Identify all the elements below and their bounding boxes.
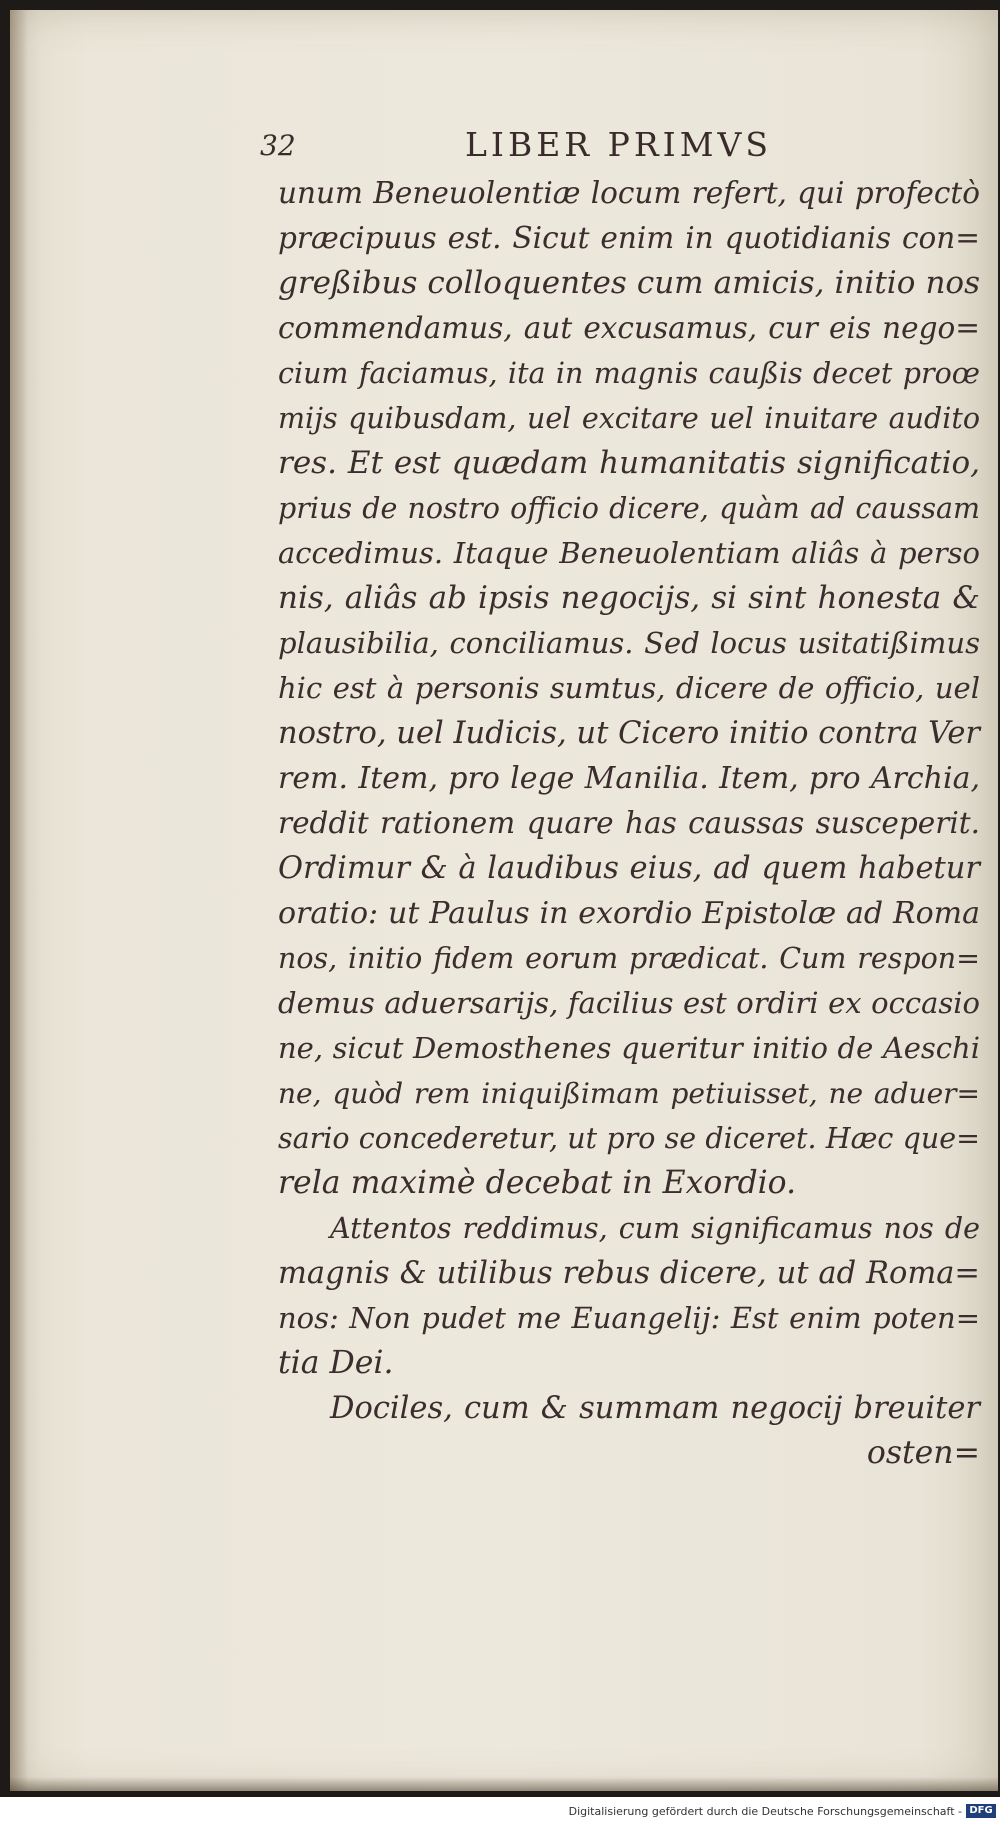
text-line: hic est à personis sumtus, dicere de officio, uel [278, 671, 980, 705]
text-line: oratio: ut Paulus in exordio Epistolæ ad Roma [278, 896, 980, 931]
text-line: tia Dei. [278, 1345, 394, 1381]
running-head-title: LIBER PRIMVS [465, 125, 772, 164]
text-line: accedimus. Itaque Beneuolentiam aliâs à perso [278, 536, 980, 570]
book-page [10, 10, 998, 1791]
text-line: demus aduersarijs, facilius est ordiri ex occasio [278, 986, 980, 1020]
text-line: Dociles, cum & summam negocij breuiter [330, 1391, 980, 1426]
text-line: nos: Non pudet me Euangelij: Est enim poten= [278, 1301, 980, 1335]
page-gutter-shadow [10, 10, 28, 1791]
footer-bar [0, 1797, 1000, 1827]
running-head [260, 125, 800, 167]
text-line: reddit rationem quare has caussas susceperit. [278, 806, 980, 840]
text-line: prius de nostro officio dicere, quàm ad caussam [278, 492, 980, 525]
text-line: præcipuus est. Sicut enim in quotidianis con= [278, 221, 980, 255]
text-line: cium faciamus, ita in magnis caußis decet proœ [278, 357, 980, 390]
body-text [278, 171, 980, 1476]
text-line: rela maximè decebat in Exordio. [278, 1165, 797, 1201]
text-line: plausibilia, conciliamus. Sed locus usitatißimus [278, 626, 980, 660]
text-line: mijs quibusdam, uel excitare uel inuitare audito [278, 402, 980, 435]
catchword: osten= [866, 1435, 980, 1471]
text-line: Attentos reddimus, cum significamus nos de [330, 1212, 980, 1245]
funding-credit: Digitalisierung gefördert durch die Deutsche Forschungsgemeinschaft - [568, 1805, 962, 1818]
text-line: commendamus, aut excusamus, cur eis nego= [278, 311, 980, 345]
text-line: magnis & utilibus rebus dicere, ut ad Roma= [278, 1256, 980, 1291]
text-line: greßibus colloquentes cum amicis, initio nos [278, 265, 980, 301]
page-number: 32 [260, 129, 296, 162]
page-bottom-shadow [10, 1777, 998, 1791]
dfg-logo: DFG [966, 1804, 996, 1818]
text-line: unum Beneuolentiæ locum refert, qui profectò [278, 176, 980, 210]
text-line: rem. Item, pro lege Manilia. Item, pro Archia, [278, 761, 980, 796]
text-line: ne, sicut Demosthenes queritur initio de Aeschi [278, 1031, 980, 1065]
text-line: nostro, uel Iudicis, ut Cicero initio contra Ver [278, 716, 980, 751]
text-line: nis, aliâs ab ipsis negocijs, si sint honesta & [278, 580, 980, 616]
text-line: Ordimur & à laudibus eius, ad quem habetur [278, 851, 980, 886]
text-line: sario concederetur, ut pro se diceret. Hæc que= [278, 1122, 980, 1155]
text-line: ne, quòd rem iniquißimam petiuisset, ne aduer= [278, 1077, 980, 1110]
text-line: nos, initio fidem eorum prædicat. Cum respon= [278, 942, 980, 975]
text-line: res. Et est quædam humanitatis significatio, [278, 445, 980, 481]
